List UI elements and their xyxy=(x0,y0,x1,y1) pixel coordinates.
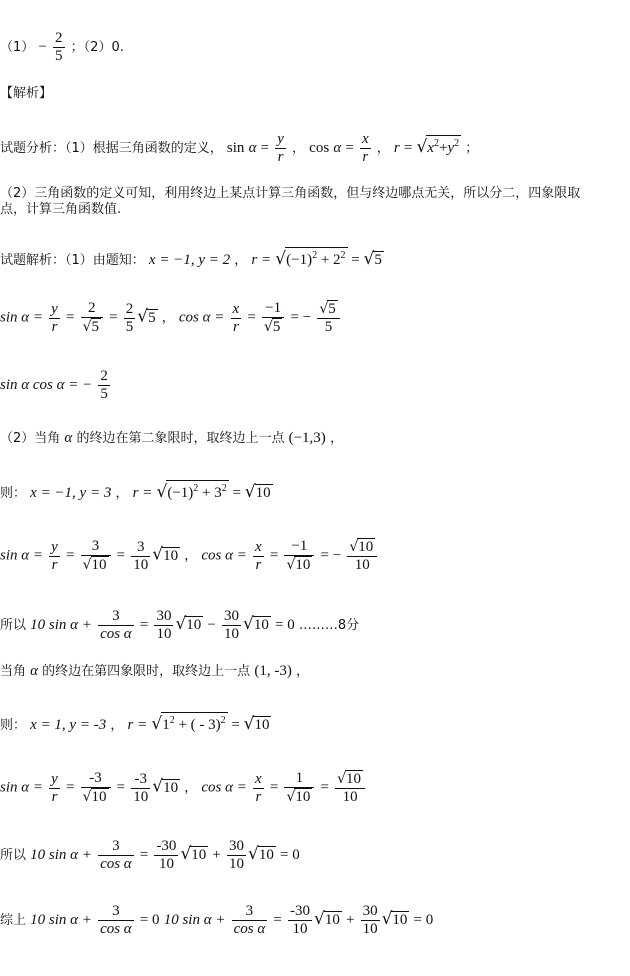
radicand: 5 xyxy=(374,252,382,268)
exponent: 2 xyxy=(169,715,175,726)
fraction-numerator: -30 xyxy=(289,903,310,919)
q4-intro xyxy=(0,663,309,680)
fraction-numerator: y xyxy=(51,770,58,787)
minus: − xyxy=(207,617,216,633)
q2-sum xyxy=(0,608,359,643)
equals-zero: = 0 xyxy=(413,912,434,928)
x-over-r xyxy=(253,771,264,806)
radicand: 10 xyxy=(253,617,269,633)
radical-sign: √ xyxy=(416,137,428,157)
solution-trig-line xyxy=(0,300,342,336)
fraction-numerator: √10 xyxy=(335,770,365,789)
fraction-denominator: 10 xyxy=(229,856,245,872)
sin-alpha: sin α = xyxy=(0,779,44,796)
radicand-term: + ( - 3) xyxy=(174,717,221,733)
radicand: 10 xyxy=(258,847,274,863)
fraction xyxy=(227,838,246,873)
equals: = xyxy=(116,547,126,564)
radicand: 10 xyxy=(186,617,202,633)
fraction-denominator: r xyxy=(51,318,58,335)
sin-alpha: sin α = xyxy=(0,547,44,564)
exponent: 2 xyxy=(312,250,318,261)
radicand-term: + 3 xyxy=(198,485,222,501)
fraction-numerator: -30 xyxy=(156,838,177,854)
conclusion-label: 综上 xyxy=(0,913,27,928)
radical-sign: √ xyxy=(313,909,325,929)
alpha-symbol: α xyxy=(248,140,257,156)
fraction xyxy=(317,300,339,336)
radicand: 10 xyxy=(254,717,270,733)
comma: ， xyxy=(292,141,306,156)
equals-zero: = 0 xyxy=(139,912,160,928)
equals-minus: = − xyxy=(320,547,342,564)
radicand: 10 xyxy=(392,912,408,928)
analysis-line xyxy=(0,131,478,166)
equals: = xyxy=(260,140,270,156)
fraction-numerator: 2 xyxy=(81,300,103,318)
then-label: 则： xyxy=(0,718,27,733)
fraction-numerator: 30 xyxy=(156,608,172,624)
comma: ， xyxy=(161,310,175,326)
comma: ， xyxy=(184,780,198,796)
fraction-denominator: 5 xyxy=(55,48,63,64)
fraction-denominator: r xyxy=(255,556,262,573)
plus: + xyxy=(345,912,355,928)
fraction-denominator: 10 xyxy=(292,921,308,937)
radical-sign: √ xyxy=(137,306,149,327)
q4-rest: 的终边在第四象限时，取终边上一点 xyxy=(42,664,251,679)
sincos-expr: sin α cos α = − xyxy=(0,377,93,393)
exponent: 2 xyxy=(221,483,227,494)
fraction xyxy=(288,903,312,938)
fraction-numerator: 1 xyxy=(284,770,314,788)
radicand: 5 xyxy=(91,319,99,335)
fraction-numerator: 30 xyxy=(362,903,378,919)
x-over-r xyxy=(231,301,242,336)
equals: = xyxy=(345,140,354,156)
radicand: 10 xyxy=(163,779,179,796)
radical-sign: √ xyxy=(381,909,393,929)
comma: ， xyxy=(184,548,198,564)
fraction-denominator: 10 xyxy=(156,626,172,642)
radical-sign: √ xyxy=(175,614,187,634)
radicand-term: 1 xyxy=(162,717,170,733)
fraction xyxy=(347,538,377,574)
cos-alpha: cos α = xyxy=(201,779,247,796)
radicand: 5 xyxy=(148,309,156,326)
point-coordinates: (−1,3) xyxy=(288,430,326,446)
exponent: 2 xyxy=(193,483,199,494)
r-equals: r = xyxy=(127,717,148,733)
fraction-denominator: 5 xyxy=(125,318,134,335)
fraction-numerator: −1 xyxy=(284,538,314,556)
radicand: 10 xyxy=(358,539,374,555)
q2-trig xyxy=(0,538,379,574)
solution-line-1 xyxy=(0,247,384,269)
final-line xyxy=(0,903,433,938)
sin-label: sin xyxy=(226,140,245,156)
xy-values: x = 1, y = -3 xyxy=(30,717,107,733)
fraction-numerator: -3 xyxy=(81,770,111,788)
equals: = xyxy=(227,717,244,733)
equals: = xyxy=(65,547,75,564)
radicand-term: (−1) xyxy=(167,485,194,501)
equals: = xyxy=(109,309,118,326)
point-coordinates: (1, -3) xyxy=(254,663,292,679)
q4-sum xyxy=(0,838,300,873)
radicand-x: x xyxy=(427,140,435,156)
fraction-numerator: x xyxy=(255,770,262,787)
xy-values: x = −1, y = 2 xyxy=(148,252,231,268)
fraction-numerator: 3 xyxy=(98,903,134,921)
so-label: 所以 xyxy=(0,618,27,633)
fraction xyxy=(284,538,314,574)
radical-sign: √ xyxy=(248,844,259,864)
r-equals: r = xyxy=(251,252,272,268)
radical-sign: √ xyxy=(243,614,254,634)
radicand xyxy=(426,135,461,156)
radicand: 10 xyxy=(346,771,362,787)
fraction-denominator: cos α xyxy=(100,856,132,872)
q4-then xyxy=(0,712,271,734)
alpha-symbol: α xyxy=(30,663,39,679)
score-note: ………8分 xyxy=(298,618,360,633)
q4-trig xyxy=(0,770,367,806)
fraction xyxy=(284,770,314,806)
radicand: 5 xyxy=(328,301,336,317)
fraction-denominator: 5 xyxy=(100,386,108,402)
radical-sign: √ xyxy=(363,249,375,269)
equals: = xyxy=(65,309,75,326)
radicand xyxy=(161,712,227,733)
cos-label: cos xyxy=(309,140,330,156)
fraction-denominator: r xyxy=(277,149,284,165)
cos-alpha: cos α = xyxy=(201,547,247,564)
then-label: 则： xyxy=(0,486,27,501)
answer-part1: （1） xyxy=(0,40,35,55)
radical-sign: √ xyxy=(152,544,164,565)
equals: = xyxy=(228,485,245,501)
equals: = xyxy=(403,140,413,156)
y-over-r xyxy=(49,301,60,336)
radical-sign: √ xyxy=(156,482,168,502)
sin-alpha: sin α = xyxy=(0,309,44,326)
equals: = xyxy=(347,252,364,268)
radical-sign: √ xyxy=(152,776,164,797)
answer-fraction xyxy=(53,30,65,65)
para2-line2: 点，计算三角函数值. xyxy=(0,202,122,217)
x-over-r xyxy=(360,131,371,166)
plus: + xyxy=(439,140,448,156)
equals-minus: = − xyxy=(290,309,312,326)
para2-line1: （2）三角函数的定义可知，利用终边上某点计算三角函数，但与终边哪点无关，所以分二，四象限取 xyxy=(0,186,581,201)
equals: = xyxy=(139,847,149,863)
radicand: 10 xyxy=(191,847,207,863)
q4-text: 当角 xyxy=(0,664,27,679)
fraction-numerator: 2 xyxy=(100,368,108,384)
y-over-r xyxy=(49,771,60,806)
fraction-numerator: 2 xyxy=(55,30,63,46)
equals-zero: = 0 xyxy=(275,617,295,633)
fraction xyxy=(81,538,111,574)
fraction xyxy=(98,903,134,938)
q2-text: （2）当角 xyxy=(0,431,61,446)
fraction xyxy=(81,300,103,336)
fraction xyxy=(361,903,380,938)
radicand: 5 xyxy=(272,319,281,335)
fraction-denominator: 5 xyxy=(324,319,333,335)
fraction xyxy=(222,608,241,643)
comma: ， xyxy=(110,718,124,733)
radical-sign: √ xyxy=(243,714,255,734)
radical-sign: √ xyxy=(180,844,192,864)
equals: = xyxy=(65,779,75,796)
fraction-numerator: -3 xyxy=(131,771,150,789)
expression-lead: 10 sin α + xyxy=(30,617,92,633)
exponent: 2 xyxy=(220,715,226,726)
comma: ， xyxy=(376,141,390,156)
x-over-r xyxy=(253,539,264,574)
fraction xyxy=(131,539,150,574)
equals: = xyxy=(269,547,279,564)
analysis-heading: 【解析】 xyxy=(0,86,53,101)
equals: = xyxy=(247,309,256,326)
answer-part2: ；（2）0. xyxy=(70,40,124,55)
q2-then xyxy=(0,480,273,502)
radicand: 10 xyxy=(91,789,107,805)
r-variable: r xyxy=(393,140,400,156)
plus: + xyxy=(212,847,221,863)
fraction xyxy=(124,301,136,336)
fraction-denominator: 10 xyxy=(224,626,240,642)
exponent: 2 xyxy=(434,138,440,149)
fraction-denominator: cos α xyxy=(100,921,132,937)
radicand: 10 xyxy=(295,557,311,573)
q2-intro xyxy=(0,430,343,447)
fraction-numerator: 30 xyxy=(229,838,245,854)
fraction-denominator: 10 xyxy=(354,557,370,573)
fraction xyxy=(131,771,150,806)
y-over-r xyxy=(275,131,286,166)
fraction-denominator: r xyxy=(255,788,262,805)
fraction-denominator: 10 xyxy=(133,556,149,573)
radicand xyxy=(166,480,228,501)
radicand: 10 xyxy=(163,547,179,564)
radicand-term: (−1) xyxy=(286,252,313,268)
fraction-numerator: 30 xyxy=(224,608,240,624)
fraction-numerator: y xyxy=(277,131,284,147)
fraction-denominator: √10 xyxy=(82,789,107,805)
fraction-numerator: √10 xyxy=(347,538,377,557)
answer-minus: − xyxy=(38,39,47,55)
solution-prefix: 试题解析：（1）由题知： xyxy=(0,253,145,268)
radical-sign: √ xyxy=(151,714,163,734)
fraction-numerator: y xyxy=(51,538,58,555)
fraction-numerator: 3 xyxy=(98,608,134,626)
fraction-denominator: 10 xyxy=(133,788,149,805)
alpha-symbol: α xyxy=(64,430,73,446)
fraction xyxy=(98,368,110,403)
fraction-denominator: cos α xyxy=(100,626,132,642)
equals: = xyxy=(320,779,329,796)
answer-line xyxy=(0,30,124,65)
fraction-denominator: 10 xyxy=(158,856,174,872)
fraction-denominator: r xyxy=(362,149,369,165)
cos-alpha: cos α = xyxy=(178,309,225,326)
fraction-numerator: 3 xyxy=(98,838,134,856)
fraction-denominator: r xyxy=(51,788,58,805)
radical-sign: √ xyxy=(275,249,287,269)
radicand: 10 xyxy=(255,485,271,501)
fraction xyxy=(154,608,173,643)
radicand-term: + 2 xyxy=(317,252,341,268)
fraction-numerator: x xyxy=(361,131,369,147)
radicand-y: y xyxy=(447,140,455,156)
y-over-r xyxy=(49,539,60,574)
exponent: 2 xyxy=(340,250,346,261)
fraction xyxy=(81,770,111,806)
radicand: 10 xyxy=(324,912,340,928)
radicand xyxy=(285,247,347,268)
fraction xyxy=(335,770,365,806)
expression-lead: 10 sin α + xyxy=(163,912,226,928)
expression-lead: 10 sin α + xyxy=(30,847,92,863)
equals: = xyxy=(273,912,282,928)
so-label: 所以 xyxy=(0,848,27,863)
fraction-denominator: cos α xyxy=(233,921,266,937)
fraction-denominator: √5 xyxy=(263,319,281,335)
comma: ， xyxy=(115,486,129,501)
fraction-denominator: √10 xyxy=(286,789,311,805)
fraction-numerator: −1 xyxy=(262,300,284,318)
fraction xyxy=(232,903,268,938)
fraction-denominator: r xyxy=(51,556,58,573)
xy-values: x = −1, y = 3 xyxy=(30,485,112,501)
equals: = xyxy=(139,617,149,633)
comma: ， xyxy=(329,431,343,446)
fraction-numerator: √5 xyxy=(317,300,339,319)
fraction-denominator: 10 xyxy=(362,921,378,937)
equals-zero: = 0 xyxy=(280,847,300,863)
radical-sign: √ xyxy=(244,482,256,502)
fraction-denominator: √5 xyxy=(82,319,99,335)
expression-lead: 10 sin α + xyxy=(30,912,92,928)
fraction-numerator: 3 xyxy=(232,903,268,921)
comma: ， xyxy=(295,664,309,679)
analysis-prefix: 试题分析：（1）根据三角函数的定义， xyxy=(0,141,223,156)
fraction-denominator: √10 xyxy=(82,557,107,573)
fraction-denominator: r xyxy=(232,318,239,335)
equals: = xyxy=(116,779,126,796)
fraction-numerator: x xyxy=(255,538,262,555)
exponent: 2 xyxy=(454,138,460,149)
fraction xyxy=(98,838,134,873)
comma: ， xyxy=(234,253,248,268)
sincos-line xyxy=(0,368,112,403)
fraction xyxy=(98,608,134,643)
semicolon: ； xyxy=(465,141,479,156)
q2-rest: 的终边在第二象限时，取终边上一点 xyxy=(76,431,285,446)
fraction-numerator: 2 xyxy=(125,300,134,317)
fraction xyxy=(262,300,284,336)
fraction-numerator: 3 xyxy=(131,539,150,557)
fraction xyxy=(154,838,178,873)
radicand: 10 xyxy=(295,789,311,805)
fraction-numerator: y xyxy=(51,300,58,317)
fraction-numerator: 3 xyxy=(81,538,111,556)
fraction-numerator: x xyxy=(232,300,240,317)
alpha-symbol: α xyxy=(333,140,342,156)
fraction-denominator: 10 xyxy=(342,789,358,805)
equals: = xyxy=(269,779,279,796)
fraction-denominator: √10 xyxy=(286,557,311,573)
radicand: 10 xyxy=(91,557,107,573)
r-equals: r = xyxy=(132,485,153,501)
